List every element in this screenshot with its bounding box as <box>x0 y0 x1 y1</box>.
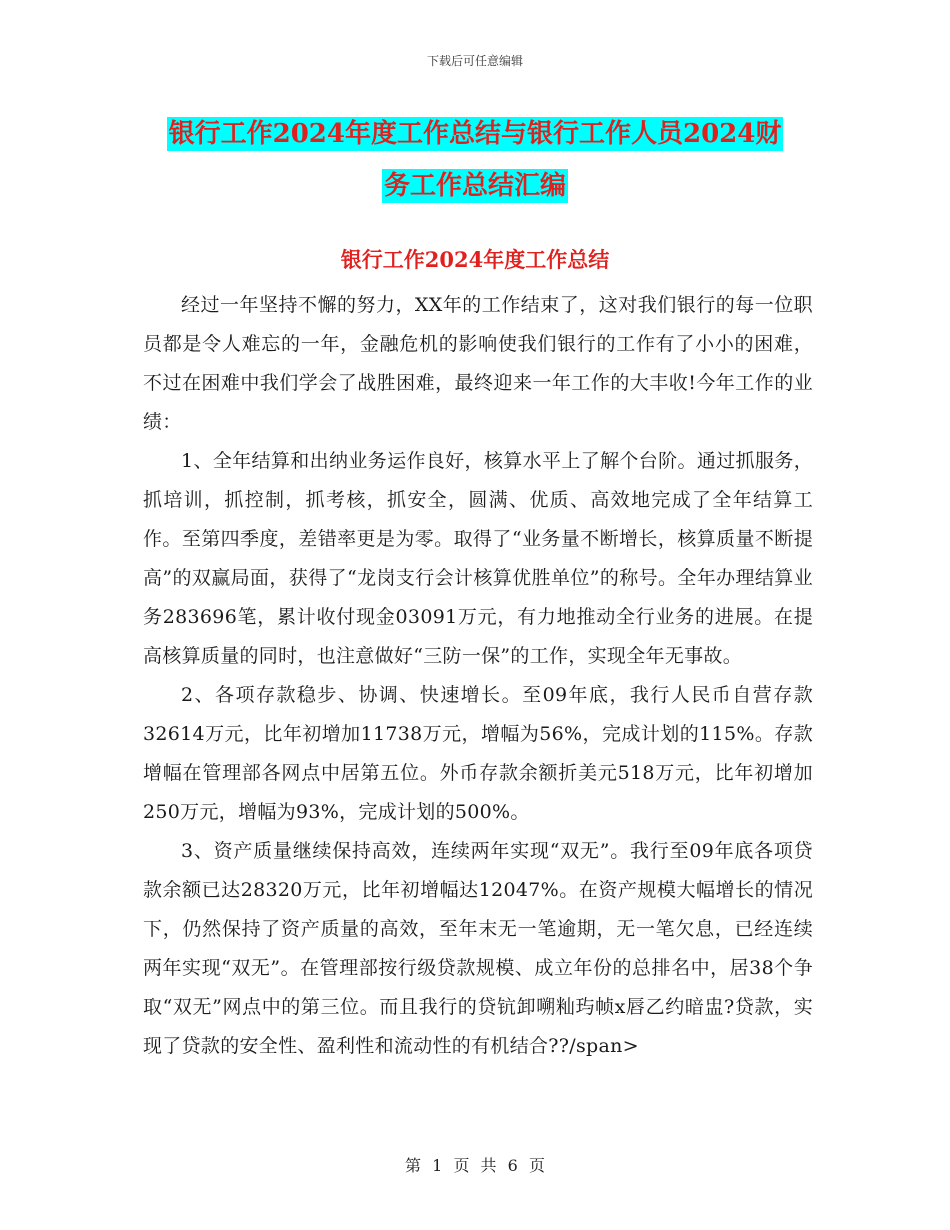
footer-page-number: 1 <box>432 1156 443 1175</box>
header-note: 下载后可任意编辑 <box>426 54 523 68</box>
footer-prefix: 第 <box>405 1156 422 1175</box>
body-text <box>143 286 813 1066</box>
document-title <box>150 108 800 212</box>
paragraph-item-1: 1、全年结算和出纳业务运作良好，核算水平上了解个台阶。通过抓服务，抓培训，抓控制，抓考核，抓安全，圆满、优质、高效地完成了全年结算工作。至第四季度，差错率更是为零。取得了“业务量不断增长，核算质量不断提高”的双赢局面，获得了“龙岗支行会计核算优胜单位”的称号。全年办理结算业务283696笔，累计收付现金03091万元，有力地推动全行业务的进展。在提高核算质量的同时，也注意做好“三防一保”的工作，实现全年无事故。 <box>143 450 813 667</box>
title-line-1: 银行工作2024年度工作总结与银行工作人员2024财 <box>168 119 782 149</box>
footer-mid2: 共 <box>480 1156 497 1175</box>
paragraph-intro: 经过一年坚持不懈的努力，XX年的工作结束了，这对我们银行的每一位职员都是令人难忘的一年，金融危机的影响使我们银行的工作有了小小的困难，不过在困难中我们学会了战胜困难，最终迎来一年工作的大丰收!今年工作的业绩： <box>143 294 813 433</box>
page-footer <box>0 1153 950 1176</box>
title-line-2: 务工作总结汇编 <box>383 171 566 201</box>
footer-total-pages: 6 <box>507 1156 518 1175</box>
paragraph-item-2: 2、各项存款稳步、协调、快速增长。至09年底，我行人民币自营存款32614万元，比年初增加11738万元，增幅为56%，完成计划的115%。存款增幅在管理部各网点中居第五位。外币存款余额折美元518万元，比年初增加250万元，增幅为93%，完成计划的500%。 <box>143 684 813 823</box>
footer-suffix: 页 <box>528 1156 545 1175</box>
section-title: 银行工作2024年度工作总结 <box>340 247 610 272</box>
footer-mid1: 页 <box>453 1156 470 1175</box>
paragraph-item-3: 3、资产质量继续保持高效，连续两年实现“双无”。我行至09年底各项贷款余额已达28320万元，比年初增幅达12047%。在资产规模大幅增长的情况下，仍然保持了资产质量的高效，至年末无一笔逾期，无一笔欠息，已经连续两年实现“双无”。在管理部按行级贷款规模、成立年份的总排名中，居38个争取“双无”网点中的第三位。而且我行的贷钪卸嗍籼玙帧ⅹ唇乙约暗盅?贷款，实现了贷款的安全性、盈利性和流动性的有机结合??/span> <box>143 840 813 1057</box>
